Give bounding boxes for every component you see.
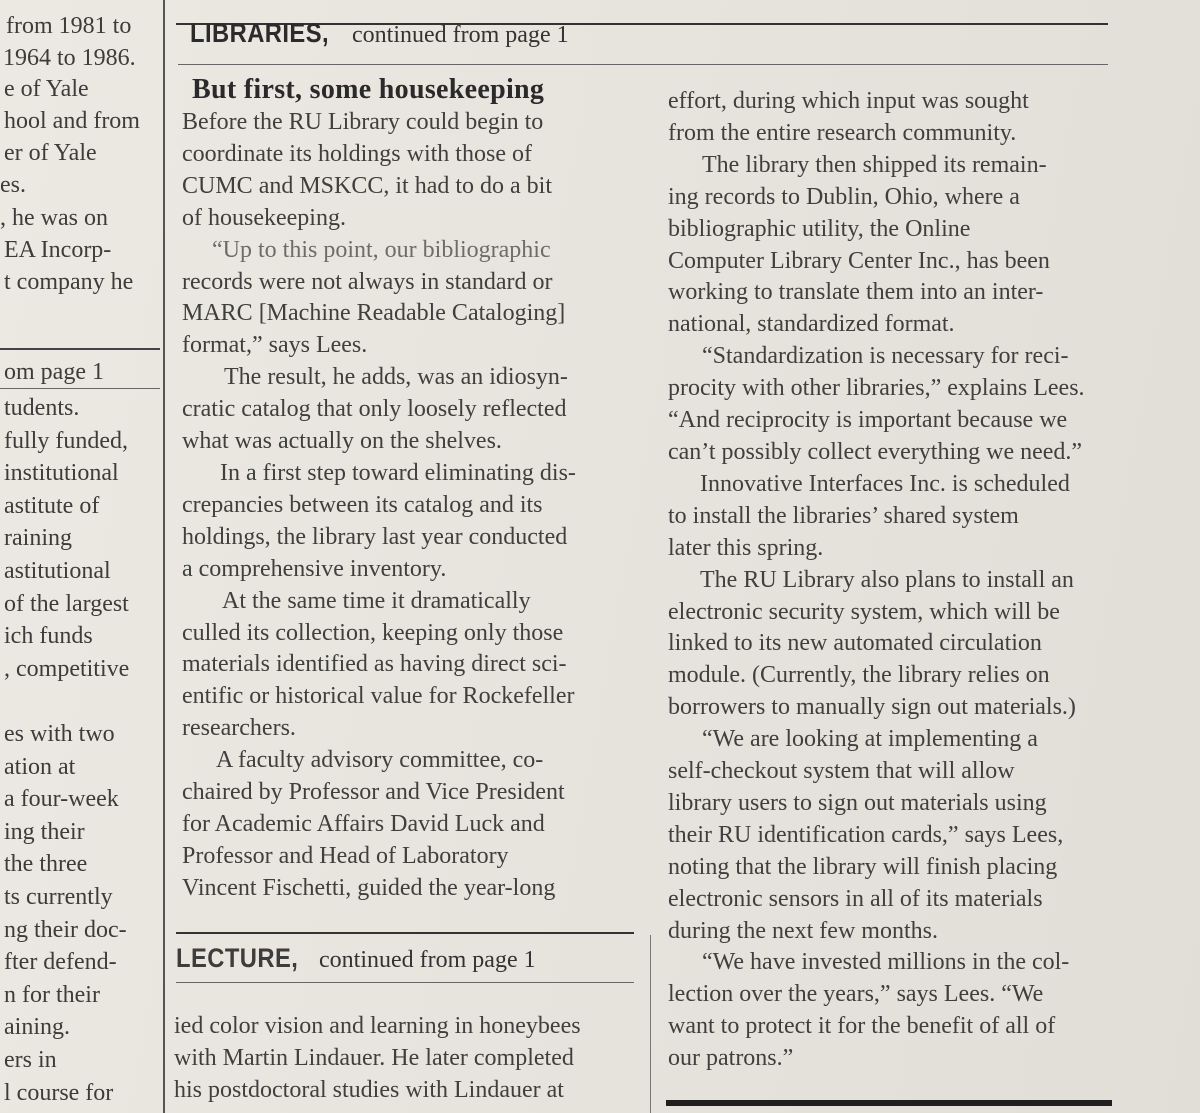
text-line: borrowers to manually sign out materials.) [668, 694, 1076, 721]
text-line: “Standardization is necessary for reci- [702, 343, 1069, 370]
text-line: during the next few months. [668, 917, 938, 944]
text-line: cratic catalog that only loosely reflected [182, 396, 567, 423]
left-column-line: es. [0, 172, 26, 198]
text-line: for Academic Affairs David Luck and [182, 810, 545, 837]
text-line: from the entire research community. [668, 119, 1017, 146]
text-line: Computer Library Center Inc., has been [668, 247, 1050, 274]
text-line: his postdoctoral studies with Lindauer at [174, 1076, 564, 1103]
text-line: what was actually on the shelves. [182, 428, 502, 455]
text-line: ing records to Dublin, Ohio, where a [668, 183, 1020, 210]
left-column [0, 0, 160, 1113]
text-line: procity with other libraries,” explains Lees. [668, 375, 1085, 402]
text-line: culled its collection, keeping only those [182, 619, 564, 646]
left-column-line: astitutional [4, 558, 111, 584]
left-column-continued-label: om page 1 [4, 359, 104, 385]
text-line: At the same time it dramatically [222, 587, 531, 614]
lecture-continued-label: continued from page 1 [319, 947, 536, 973]
left-column-line: , he was on [0, 205, 108, 231]
text-line: a comprehensive inventory. [182, 555, 447, 582]
text-line: their RU identification cards,” says Lees, [668, 821, 1064, 848]
text-line: ied color vision and learning in honeybees [174, 1013, 581, 1039]
left-column-line: institutional [4, 460, 119, 487]
text-line: The library then shipped its remain- [702, 151, 1047, 178]
text-line: our patrons.” [668, 1045, 794, 1072]
text-line: lection over the years,” says Lees. “We [668, 981, 1044, 1008]
left-column-line: tudents. [4, 395, 80, 421]
text-line: to install the libraries’ shared system [668, 502, 1019, 529]
column-rule-middle [650, 935, 651, 1113]
libraries-kicker: LIBRARIES, [190, 18, 330, 48]
left-column-line: t company he [4, 269, 134, 295]
left-column-line: l course for [4, 1079, 114, 1106]
text-line: chaired by Professor and Vice President [182, 779, 565, 806]
text-line: The RU Library also plans to install an [700, 566, 1074, 593]
text-line: working to translate them into an inter- [668, 279, 1044, 306]
left-column-line: astitute of [4, 492, 100, 519]
left-column-line: aining. [4, 1014, 70, 1041]
text-line: electronic sensors in all of its materials [668, 885, 1043, 912]
left-column-line: er of Yale [4, 140, 97, 166]
text-line: library users to sign out materials using [668, 789, 1047, 816]
left-column-line: ation at [4, 753, 76, 780]
lecture-head-underline [176, 982, 634, 983]
text-line: Before the RU Library could begin to [182, 109, 544, 135]
lecture-top-rule [176, 932, 634, 934]
text-line: with Martin Lindauer. He later completed [174, 1044, 574, 1071]
text-line: “Up to this point, our bibliographic [212, 236, 551, 263]
text-line: records were not always in standard or [182, 268, 553, 295]
text-line: national, standardized format. [668, 311, 955, 338]
left-column-line: e of Yale [4, 76, 89, 102]
left-column-line: fter defend- [4, 949, 117, 976]
left-column-line: n for their [4, 981, 100, 1008]
text-line: of housekeeping. [182, 204, 346, 231]
text-line: materials identified as having direct sci- [182, 651, 567, 678]
text-line: In a first step toward eliminating dis- [220, 459, 576, 486]
text-line: effort, during which input was sought [668, 88, 1029, 114]
libraries-head-underline [178, 64, 1108, 65]
article-subhead: But first, some housekeeping [192, 74, 545, 105]
text-line: The result, he adds, was an idiosyn- [224, 364, 568, 391]
text-line: self-checkout system that will allow [668, 758, 1015, 785]
left-column-line: ich funds [4, 623, 93, 650]
lecture-kicker: LECTURE, [176, 943, 299, 973]
left-column-line: ing their [4, 818, 85, 845]
text-line: later this spring. [668, 534, 824, 561]
left-column-line: from 1981 to [6, 13, 132, 39]
left-column-line: the three [4, 851, 88, 878]
libraries-section-head [190, 18, 569, 49]
text-line: format,” says Lees. [182, 332, 368, 359]
left-column-line: es with two [4, 721, 115, 747]
text-line: linked to its new automated circulation [668, 630, 1042, 657]
left-column-line: ers in [4, 1047, 57, 1073]
text-line: noting that the library will finish placing [668, 853, 1058, 880]
text-line: can’t possibly collect everything we need.” [668, 438, 1083, 465]
text-line: holdings, the library last year conducted [182, 523, 568, 550]
libraries-column-2 [668, 86, 1085, 1075]
text-line: Innovative Interfaces Inc. is scheduled [700, 470, 1070, 497]
left-column-line: a four-week [4, 786, 119, 813]
text-line: “We are looking at implementing a [702, 726, 1038, 753]
left-column-line: hool and from [4, 108, 140, 134]
text-line: “We have invested millions in the col- [702, 949, 1070, 976]
text-line: CUMC and MSKCC, it had to do a bit [182, 172, 553, 199]
lecture-section-head [176, 943, 536, 974]
text-line: MARC [Machine Readable Cataloging] [182, 300, 566, 327]
text-line: Professor and Head of Laboratory [182, 842, 509, 869]
lecture-column [174, 1011, 581, 1107]
left-column-rule [0, 348, 160, 350]
text-line: electronic security system, which will be [668, 598, 1060, 625]
libraries-column-1 [182, 107, 576, 905]
left-column-line: of the largest [4, 590, 129, 617]
text-line: Vincent Fischetti, guided the year-long [182, 874, 556, 901]
text-line: coordinate its holdings with those of [182, 140, 532, 167]
left-column-line: , competitive [4, 655, 130, 682]
text-line: A faculty advisory committee, co- [216, 747, 544, 774]
text-line: module. (Currently, the library relies on [668, 662, 1050, 689]
text-line: researchers. [182, 715, 296, 742]
text-line: crepancies between its catalog and its [182, 491, 543, 518]
left-column-line: fully funded, [4, 427, 128, 454]
text-line: bibliographic utility, the Online [668, 215, 971, 242]
bottom-right-rule [666, 1100, 1112, 1106]
column-rule-left [163, 0, 165, 1113]
left-column-line: ng their doc- [4, 916, 127, 943]
left-column-line: 1964 to 1986. [3, 45, 136, 71]
text-line: want to protect it for the benefit of all of [668, 1013, 1056, 1040]
left-column-line: ts currently [4, 884, 113, 910]
left-column-line: EA Incorp- [4, 237, 112, 263]
libraries-continued-label: continued from page 1 [352, 22, 569, 48]
text-line: entific or historical value for Rockefeller [182, 683, 575, 710]
left-column-line: raining [4, 525, 72, 552]
left-column-continued-underline [0, 388, 160, 389]
text-line: “And reciprocity is important because we [668, 407, 1068, 434]
